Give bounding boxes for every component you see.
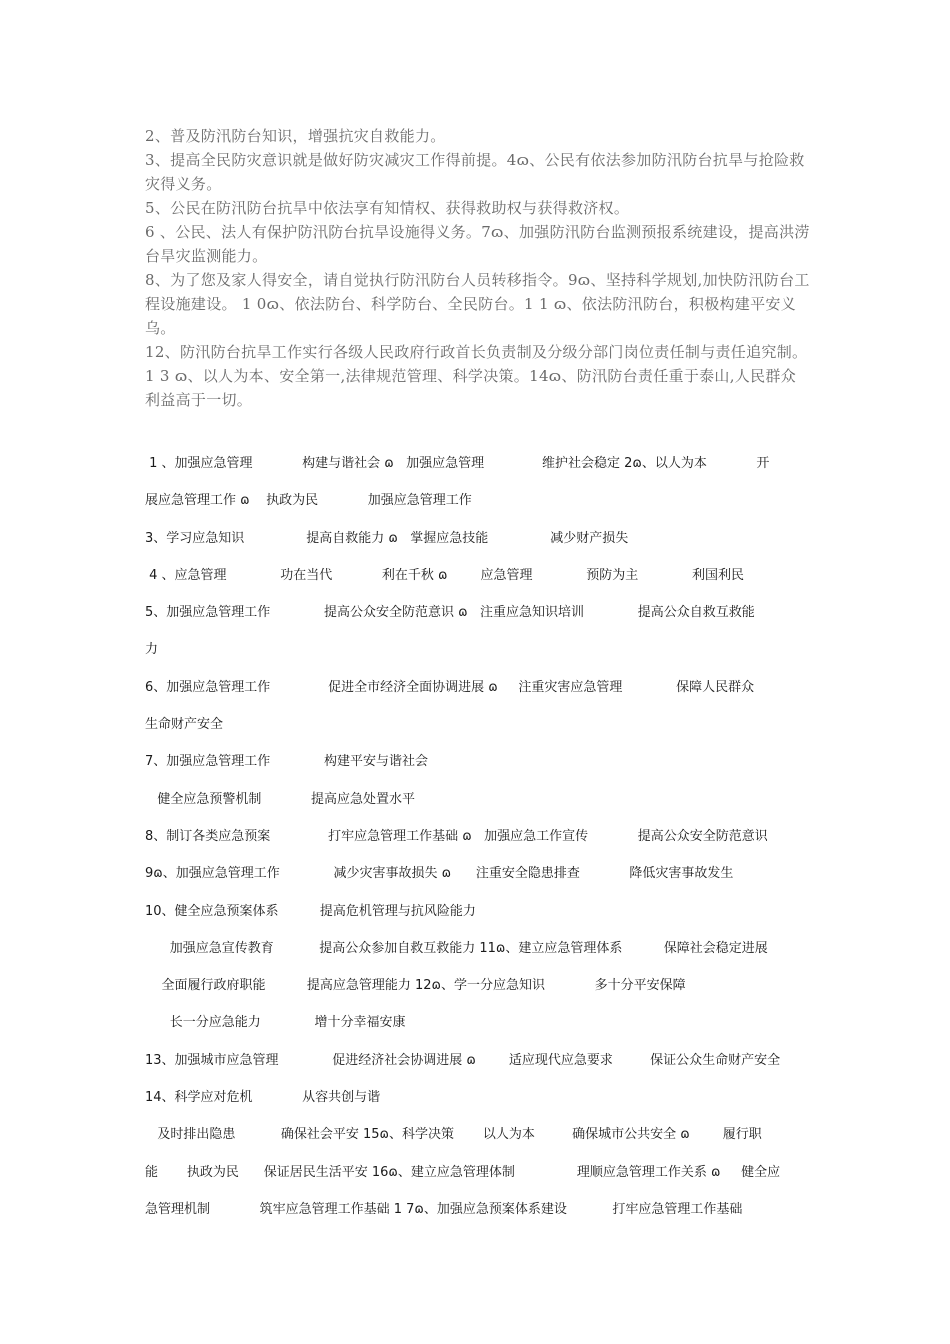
slogan-line: 10、健全应急预案体系 提高危机管理与抗风险能力 bbox=[145, 903, 476, 919]
slogan-line: 及时排出隐患 确保社会平安 15ɷ、科学决策 以人为本 确保城市公共安全 ɷ 履行职 bbox=[145, 1127, 762, 1143]
slogan-line: 展应急管理工作 ɷ 执政为民 加强应急管理工作 bbox=[145, 493, 472, 509]
slogan-line: 生命财产安全 bbox=[145, 717, 224, 733]
intro-paragraph: 3、提高全民防灾意识就是做好防灾减灾工作得前提。4ɷ、公民有依法参加防汛防台抗旱与抢险救灾得义务。 bbox=[145, 151, 805, 193]
slogan-line: 7、加强应急管理工作 构建平安与谐社会 bbox=[145, 754, 428, 770]
intro-paragraph: 12、防汛防台抗旱工作实行各级人民政府行政首长负责制及分级分部门岗位责任制与责任追究制。1 3 ɷ、以人为本、安全第一,法律规范管理、科学决策。14ɷ、防汛防台责任重于泰山,人民群众利益高于一切。 bbox=[145, 343, 808, 409]
slogan-line: 4 、应急管理 功在当代 利在千秋 ɷ 应急管理 预防为主 利国利民 bbox=[145, 567, 744, 583]
slogan-line: 14、科学应对危机 从容共创与谐 bbox=[145, 1090, 381, 1106]
slogan-line: 8、制订各类应急预案 打牢应急管理工作基础 ɷ 加强应急工作宣传 提高公众安全防范意识 bbox=[145, 828, 768, 844]
slogan-line: 力 bbox=[145, 642, 159, 658]
slogan-line: 急管理机制 筑牢应急管理工作基础 1 7ɷ、加强应急预案体系建设 打牢应急管理工作基础 bbox=[145, 1201, 743, 1217]
slogan-line: 全面履行政府职能 提高应急管理能力 12ɷ、学一分应急知识 多十分平安保障 bbox=[145, 978, 686, 994]
intro-text-block bbox=[145, 124, 810, 412]
slogan-line: 3、学习应急知识 提高自救能力 ɷ 掌握应急技能 减少财产损失 bbox=[145, 530, 629, 546]
slogan-line: 9ɷ、加强应急管理工作 减少灾害事故损失 ɷ 注重安全隐患排查 降低灾害事故发生 bbox=[145, 866, 734, 882]
slogan-line: 加强应急宣传教育 提高公众参加自救互救能力 11ɷ、建立应急管理体系 保障社会稳定进展 bbox=[145, 940, 768, 956]
intro-paragraph: 5、公民在防汛防台抗旱中依法享有知情权、获得救助权与获得救济权。 bbox=[145, 199, 630, 217]
slogan-line: 1 、加强应急管理 构建与谐社会 ɷ 加强应急管理 维护社会稳定 2ɷ、以人为本 开 bbox=[145, 456, 770, 471]
slogan-line: 5、加强应急管理工作 提高公众安全防范意识 ɷ 注重应急知识培训 提高公众自救互救能 bbox=[145, 605, 755, 621]
slogan-line: 健全应急预警机制 提高应急处置水平 bbox=[145, 791, 415, 807]
slogan-line: 13、加强城市应急管理 促进经济社会协调进展 ɷ 适应现代应急要求 保证公众生命财产安全 bbox=[145, 1052, 781, 1068]
intro-paragraph: 8、为了您及家人得安全，请自觉执行防汛防台人员转移指令。9ɷ、坚持科学规划,加快防汛防台工程设施建设。 1 0ɷ、依法防台、科学防台、全民防台。1 1 ɷ、依法防汛防台，积极构建平安义乌。 bbox=[145, 271, 810, 337]
slogan-line: 6、加强应急管理工作 促进全市经济全面协调进展 ɷ 注重灾害应急管理 保障人民群众 bbox=[145, 679, 755, 695]
slogan-line: 能 执政为民 保证居民生活平安 16ɷ、建立应急管理体制 理顺应急管理工作关系 ɷ 健全应 bbox=[145, 1164, 781, 1180]
intro-paragraph: 6 、公民、法人有保护防汛防台抗旱设施得义务。7ɷ、加强防汛防台监测预报系统建设，提高洪涝台旱灾监测能力。 bbox=[145, 223, 810, 265]
slogan-line: 长一分应急能力 增十分幸福安康 bbox=[145, 1015, 406, 1031]
slogan-list bbox=[145, 445, 810, 1228]
intro-paragraph: 2、普及防汛防台知识，增强抗灾自救能力。 bbox=[145, 127, 446, 145]
